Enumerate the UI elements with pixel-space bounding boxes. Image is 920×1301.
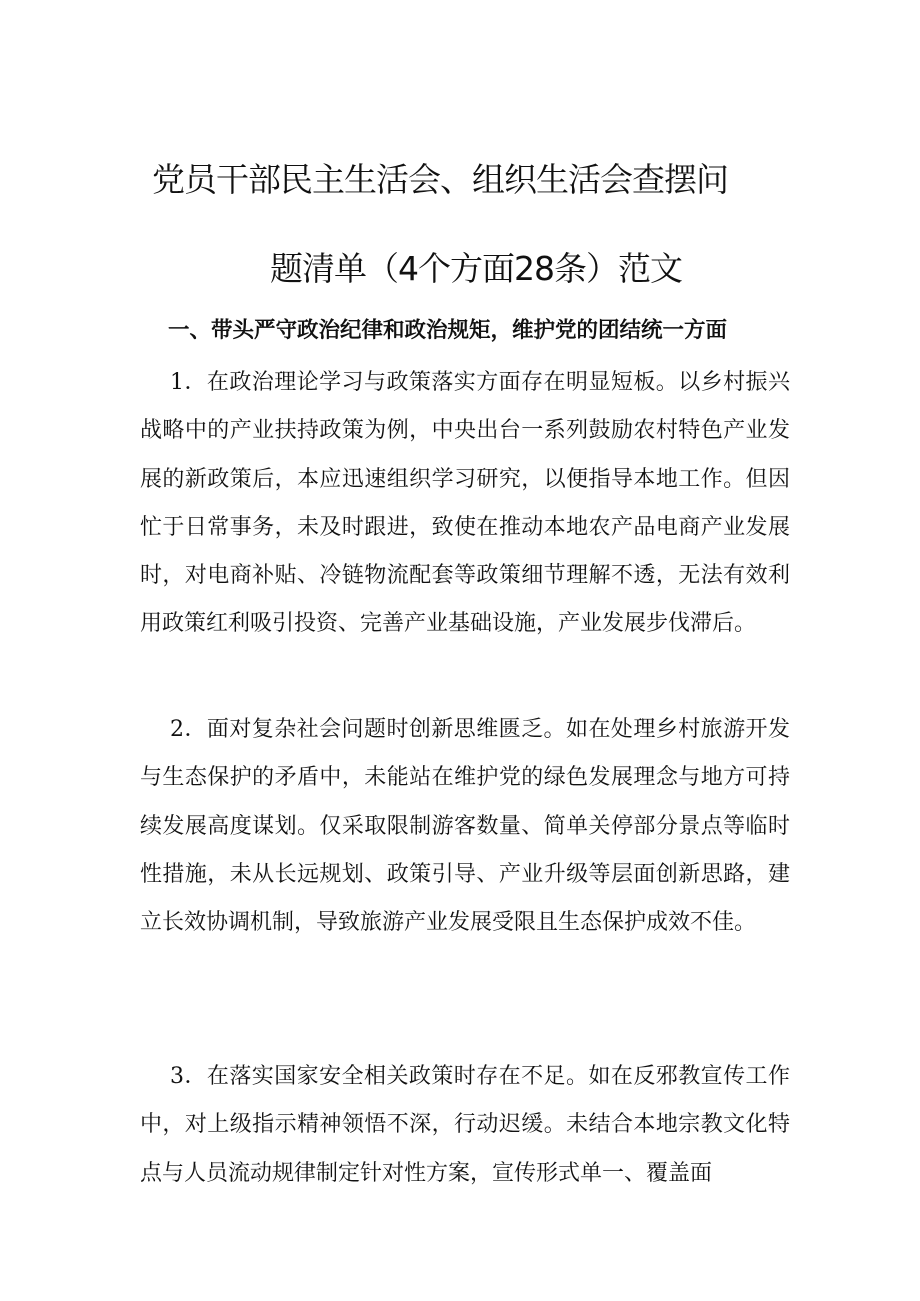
document-title-line-2: 题清单（4个方面28条）范文 <box>270 249 682 288</box>
document-title-line-1: 党员干部民主生活会、组织生活会查摆问 <box>152 160 728 199</box>
paragraph-3: 3．在落实国家安全相关政策时存在不足。如在反邪教宣传工作中，对上级指示精神领悟不深，行动迟缓。未结合本地宗教文化特点与人员流动规律制定针对性方案，宣传形式单一、覆盖面 <box>140 1064 790 1186</box>
paragraph-2: 2．面对复杂社会问题时创新思维匮乏。如在处理乡村旅游开发与生态保护的矛盾中，未能站在维护党的绿色发展理念与地方可持续发展高度谋划。仅采取限制游客数量、简单关停部分景点等临时性措施，未从长远规划、政策引导、产业升级等层面创新思路，建立长效协调机制，导致旅游产业发展受限且生态保护成效不佳。 <box>140 717 790 936</box>
section-heading-1: 一、带头严守政治纪律和政治规矩，维护党的团结统一方面 <box>168 318 728 343</box>
paragraph-1: 1．在政治理论学习与政策落实方面存在明显短板。以乡村振兴战略中的产业扶持政策为例，中央出台一系列鼓励农村特色产业发展的新政策后，本应迅速组织学习研究，以便指导本地工作。但因忙于日常事务，未及时跟进，致使在推动本地农产品电商产业发展时，对电商补贴、冷链物流配套等政策细节理解不透，无法有效利用政策红利吸引投资、完善产业基础设施，产业发展步伐滞后。 <box>140 370 790 637</box>
